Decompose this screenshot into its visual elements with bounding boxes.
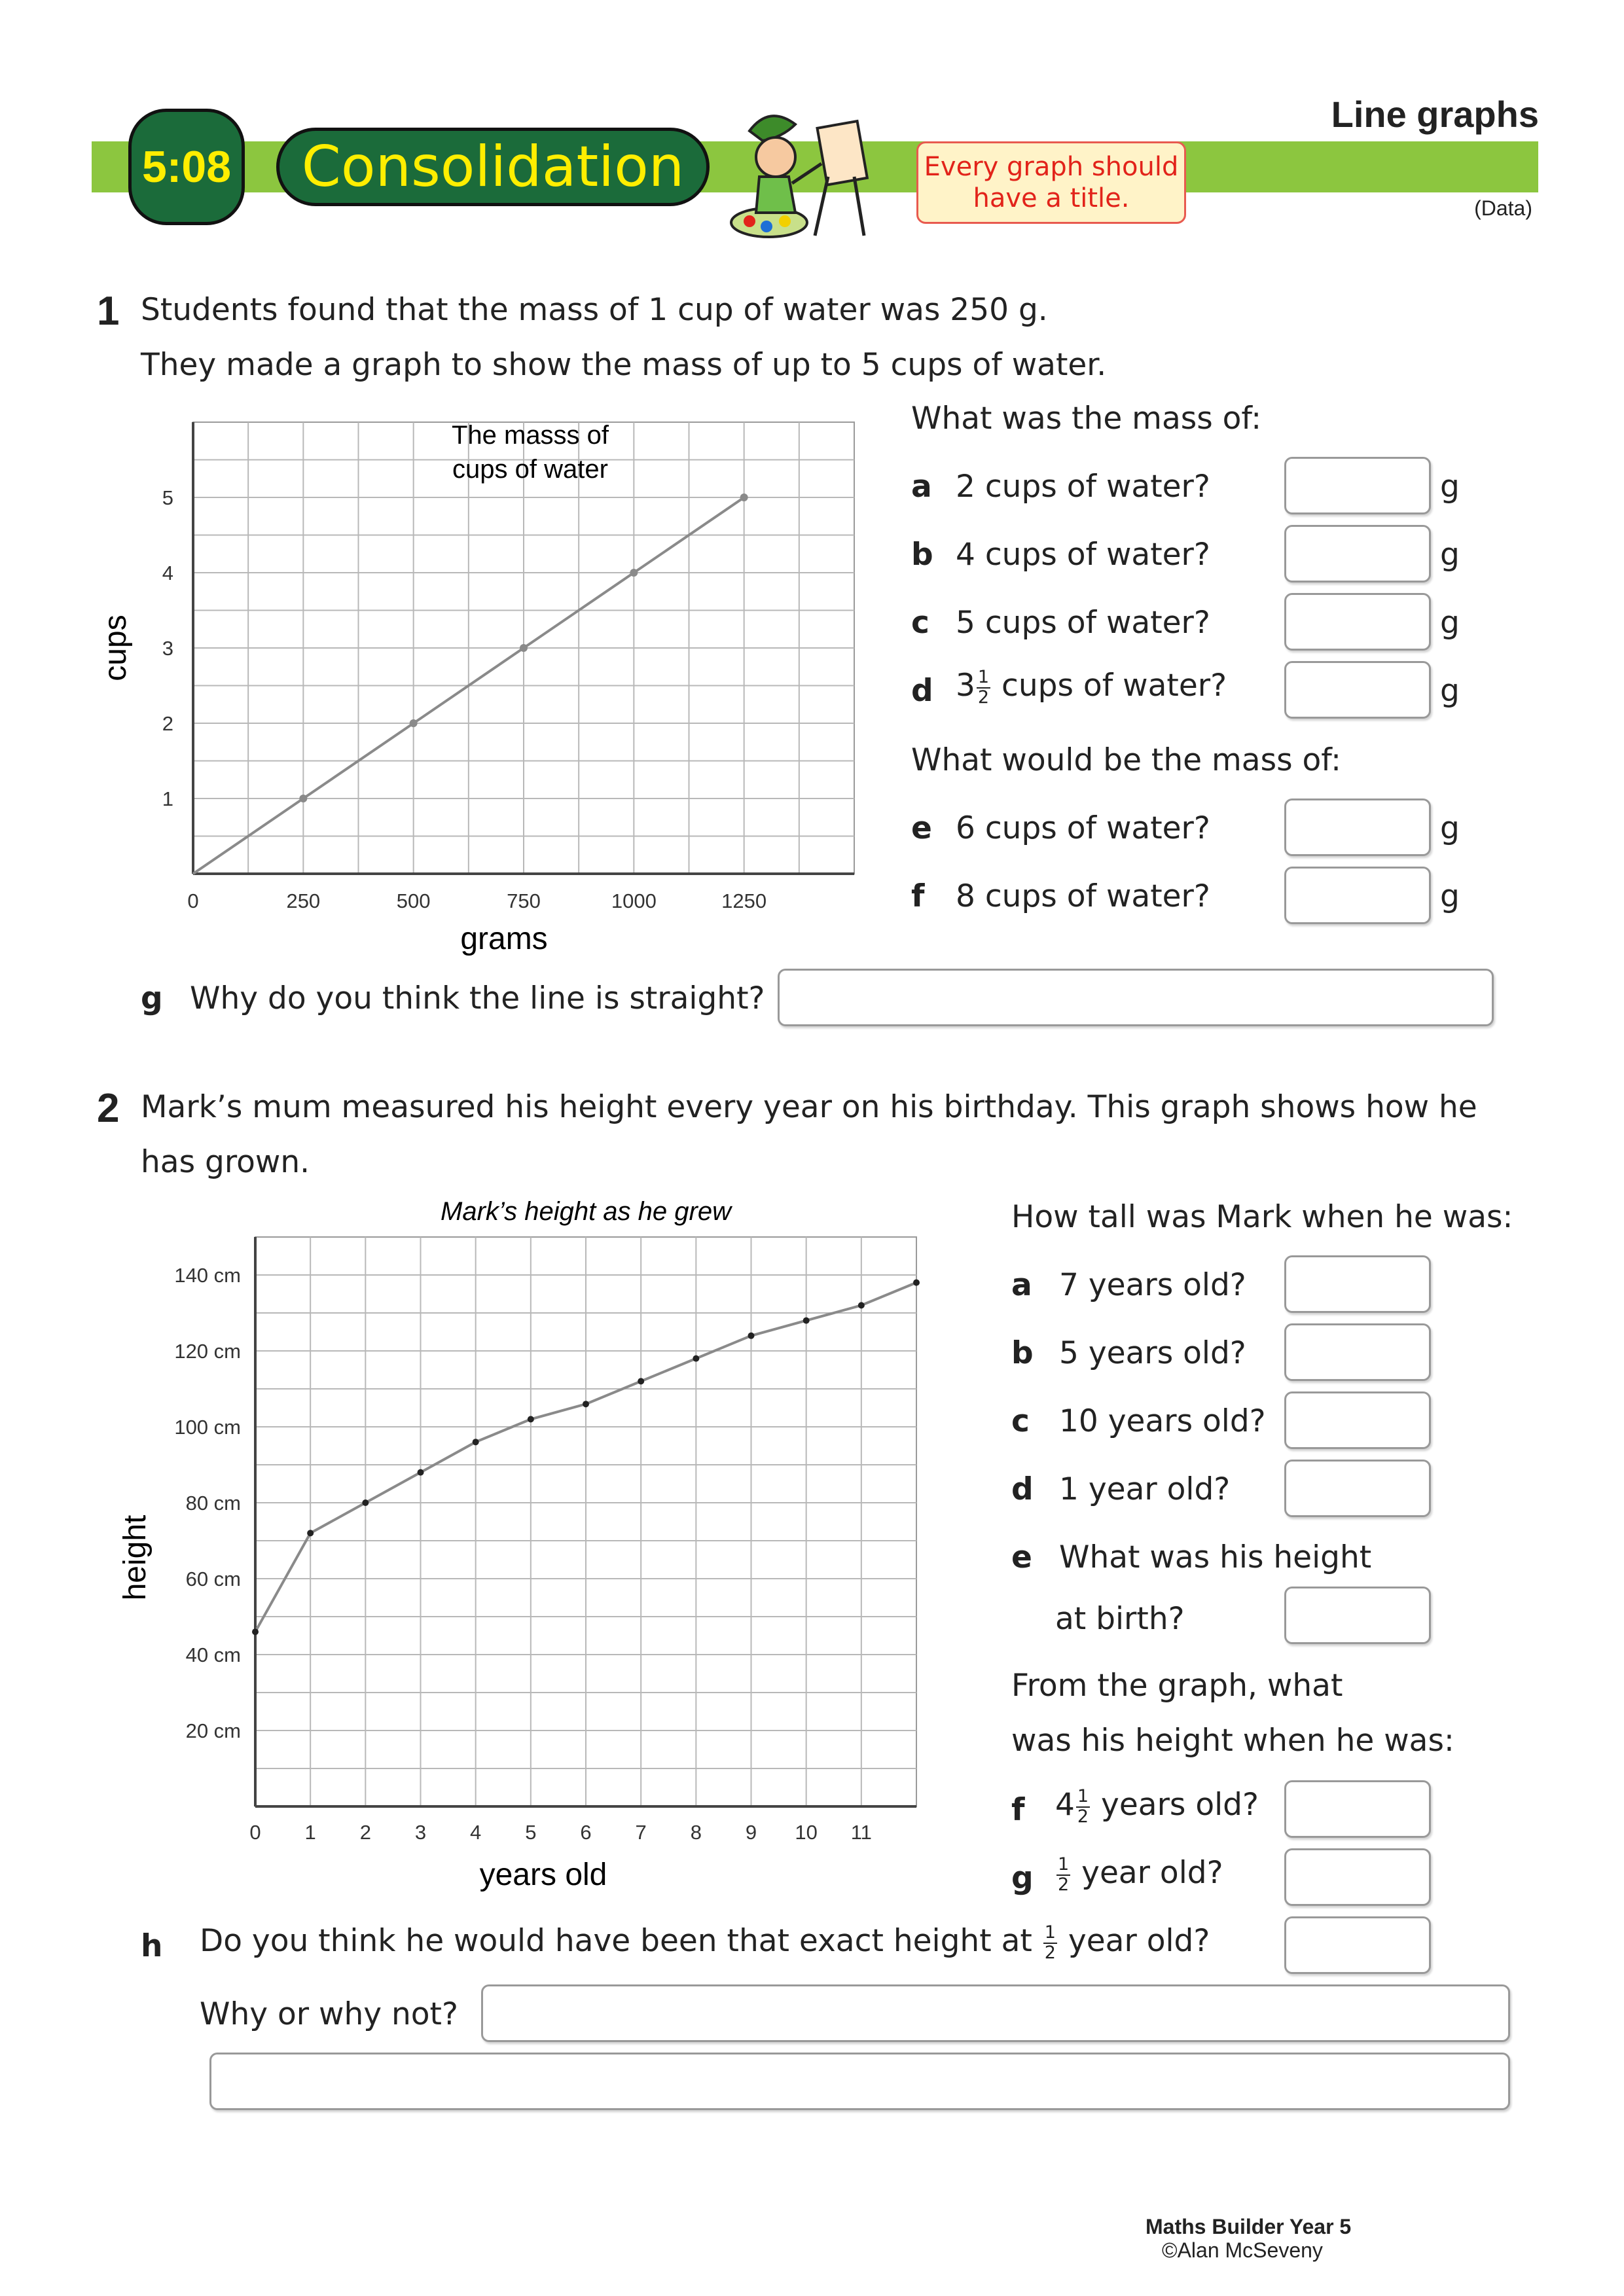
c1-x-tick-label: 1000 — [611, 889, 657, 912]
q2-prompt-2-line-1: From the graph, what — [1011, 1668, 1343, 1704]
c2-x-tick-label: 9 — [745, 1821, 757, 1844]
q1d-letter: d — [911, 673, 933, 709]
c2-y-tick-label: 40 cm — [185, 1643, 241, 1666]
q2-why-answer-box[interactable] — [481, 1984, 1510, 2042]
topic-heading: Line graphs — [1331, 94, 1539, 135]
c1-y-tick-label: 3 — [162, 637, 173, 660]
q2f-numerator: 1 — [1077, 1786, 1089, 1807]
q1-prompt-2: What would be the mass of: — [911, 742, 1341, 778]
question-2-number: 2 — [97, 1086, 120, 1131]
c1-x-tick-label: 750 — [507, 889, 541, 912]
question-1-number: 1 — [97, 289, 120, 334]
q2c-answer-box[interactable] — [1284, 1391, 1431, 1449]
c1-y-tick-label: 5 — [162, 486, 173, 509]
q1f-answer-box[interactable] — [1284, 867, 1431, 924]
chart1-x-ticks — [187, 889, 767, 912]
c2-x-tick-label: 10 — [795, 1821, 818, 1844]
c2-x-tick-label: 11 — [850, 1821, 872, 1844]
q2-intro-line-2: has grown. — [141, 1144, 310, 1180]
c2-data-point — [748, 1333, 755, 1339]
c1-x-tick-label: 1250 — [721, 889, 767, 912]
q1a-answer-box[interactable] — [1284, 457, 1431, 514]
q1b-letter: b — [911, 537, 933, 573]
c2-data-point — [693, 1355, 699, 1362]
q2h-denominator: 2 — [1044, 1942, 1056, 1963]
q1-intro-line-1: Students found that the mass of 1 cup of water was 250 g. — [141, 292, 1048, 328]
c1-data-point — [410, 719, 418, 727]
q2-prompt: How tall was Mark when he was: — [1011, 1199, 1513, 1235]
c1-x-tick-label: 250 — [286, 889, 321, 912]
q2g-denominator: 2 — [1058, 1874, 1070, 1895]
c2-x-tick-label: 7 — [635, 1821, 647, 1844]
c2-data-point — [473, 1439, 479, 1445]
q2a-text: 7 years old? — [1059, 1267, 1246, 1303]
chart2-x-ticks — [249, 1821, 872, 1844]
q1b-answer-box[interactable] — [1284, 525, 1431, 583]
c2-y-tick-label: 140 cm — [174, 1264, 241, 1287]
c1-y-tick-label: 1 — [162, 787, 173, 810]
q1d-fraction — [977, 668, 990, 707]
lesson-number: 5:08 — [128, 109, 245, 225]
c2-x-tick-label: 5 — [525, 1821, 537, 1844]
c1-data-point — [299, 795, 307, 802]
q2c-letter: c — [1011, 1403, 1030, 1439]
tip-line-2: have a title. — [973, 183, 1130, 213]
c2-data-point — [913, 1280, 920, 1286]
q1d-text: cups of water? — [1001, 668, 1227, 704]
c1-x-tick-label: 500 — [396, 889, 431, 912]
c2-x-tick-label: 3 — [414, 1821, 427, 1844]
q2h-text: Do you think he would have been that exact height at — [200, 1923, 1032, 1959]
c2-data-point — [638, 1378, 644, 1384]
c1-x-tick-label: 0 — [187, 889, 199, 912]
q2f-fraction — [1076, 1787, 1090, 1826]
q2a-letter: a — [1011, 1267, 1032, 1303]
chart1-y-ticks — [162, 486, 173, 810]
q2d-answer-box[interactable] — [1284, 1460, 1431, 1517]
c2-data-point — [858, 1302, 865, 1308]
c2-data-point — [252, 1628, 259, 1635]
c1-data-point — [740, 493, 748, 501]
q1g-text: Why do you think the line is straight? — [190, 980, 765, 1016]
q1d-numerator: 1 — [977, 667, 990, 688]
q1b-text: 4 cups of water? — [956, 537, 1210, 573]
chart1-title-line-2: cups of water — [452, 455, 608, 484]
c2-x-tick-label: 6 — [580, 1821, 592, 1844]
q2f-text: years old? — [1101, 1787, 1259, 1823]
q2g-text-group — [1055, 1855, 1223, 1894]
q1f-text: 8 cups of water? — [956, 878, 1210, 914]
c2-y-tick-label: 80 cm — [185, 1492, 241, 1515]
footer-book-title: Maths Builder Year 5 — [1146, 2215, 1352, 2238]
q2h-text-2: year old? — [1068, 1923, 1210, 1959]
footer-copyright: ©Alan McSeveny — [1162, 2238, 1323, 2262]
c1-data-point — [630, 569, 638, 577]
q2h-answer-box[interactable] — [1284, 1916, 1431, 1974]
c2-data-point — [362, 1499, 369, 1506]
c2-data-point — [528, 1416, 534, 1422]
c2-y-tick-label: 120 cm — [174, 1340, 241, 1363]
c2-x-tick-label: 2 — [359, 1821, 371, 1844]
q1c-answer-box[interactable] — [1284, 593, 1431, 651]
chart2-grid — [255, 1237, 916, 1806]
q1d-answer-box[interactable] — [1284, 661, 1431, 719]
q2g-letter: g — [1011, 1860, 1034, 1896]
q2a-answer-box[interactable] — [1284, 1255, 1431, 1313]
c2-data-point — [307, 1530, 314, 1536]
q2b-letter: b — [1011, 1335, 1034, 1371]
c2-x-tick-label: 0 — [249, 1821, 261, 1844]
q1f-unit: g — [1440, 878, 1460, 914]
c2-x-tick-label: 8 — [690, 1821, 702, 1844]
c2-data-point — [803, 1318, 810, 1324]
q2e-letter: e — [1011, 1539, 1032, 1575]
mass-of-water-chart — [98, 412, 884, 969]
tip-line-1: Every graph should — [924, 152, 1179, 182]
strand-label: (Data) — [1474, 196, 1532, 220]
q1d-text-group — [956, 668, 1227, 707]
q1d-denominator: 2 — [977, 687, 990, 708]
tip-callout — [916, 141, 1186, 224]
page-title: Consolidation — [276, 128, 710, 206]
q2f-answer-box[interactable] — [1284, 1780, 1431, 1838]
q2g-text: year old? — [1081, 1855, 1223, 1891]
q2-intro-line-1: Mark’s mum measured his height every year on his birthday. This graph shows how he — [141, 1089, 1477, 1125]
q1-intro-line-2: They made a graph to show the mass of up to 5 cups of water. — [141, 347, 1107, 383]
q2-why-label: Why or why not? — [200, 1996, 458, 2032]
q1e-letter: e — [911, 810, 932, 846]
q2g-answer-box[interactable] — [1284, 1848, 1431, 1906]
q1g-letter: g — [141, 980, 163, 1016]
q2e-answer-box[interactable] — [1284, 1587, 1431, 1644]
q2c-text: 10 years old? — [1059, 1403, 1266, 1439]
q2b-text: 5 years old? — [1059, 1335, 1246, 1371]
c1-y-tick-label: 2 — [162, 712, 173, 735]
c2-data-point — [418, 1469, 424, 1476]
q2f-text-group — [1055, 1787, 1259, 1826]
marks-height-chart — [118, 1191, 936, 1898]
q2h-text-group — [200, 1923, 1210, 1962]
c2-x-tick-label: 1 — [304, 1821, 316, 1844]
q1a-unit: g — [1440, 469, 1460, 505]
c2-y-tick-label: 20 cm — [185, 1719, 241, 1742]
q1a-text: 2 cups of water? — [956, 469, 1210, 505]
q1-prompt: What was the mass of: — [911, 401, 1262, 437]
q2g-numerator: 1 — [1058, 1854, 1070, 1875]
chart2-y-axis-label: height — [118, 1515, 153, 1601]
chart2-title: Mark’s height as he grew — [441, 1197, 731, 1226]
c1-y-tick-label: 4 — [162, 562, 173, 584]
q2-prompt-2-line-2: was his height when he was: — [1011, 1723, 1454, 1759]
chart2-y-ticks — [174, 1264, 241, 1742]
q1c-letter: c — [911, 605, 929, 641]
q2h-fraction — [1043, 1924, 1057, 1962]
chart1-y-axis-label: cups — [98, 615, 133, 681]
q1e-unit: g — [1440, 810, 1460, 846]
q1b-unit: g — [1440, 537, 1460, 573]
q2b-answer-box[interactable] — [1284, 1323, 1431, 1381]
q2d-text: 1 year old? — [1059, 1471, 1231, 1507]
chart1-x-axis-label: grams — [460, 922, 548, 956]
q2e-text-line-1: What was his height — [1059, 1539, 1372, 1575]
c2-y-tick-label: 60 cm — [185, 1568, 241, 1590]
q2f-letter: f — [1011, 1792, 1025, 1828]
q1f-letter: f — [911, 878, 925, 914]
q2g-fraction — [1056, 1856, 1070, 1894]
c2-y-tick-label: 100 cm — [174, 1416, 241, 1439]
q1a-letter: a — [911, 469, 932, 505]
painter-mascot-icon — [723, 105, 874, 242]
q1d-unit: g — [1440, 673, 1460, 709]
q2h-letter: h — [141, 1928, 163, 1964]
chart1-title-line-1: The masss of — [451, 421, 609, 450]
q2e-text-line-2: at birth? — [1055, 1601, 1185, 1637]
q2f-whole: 4 — [1055, 1787, 1075, 1823]
q1g-answer-box[interactable] — [778, 969, 1494, 1026]
q1c-text: 5 cups of water? — [956, 605, 1210, 641]
q1e-text: 6 cups of water? — [956, 810, 1210, 846]
c1-data-point — [520, 644, 528, 652]
q1e-answer-box[interactable] — [1284, 798, 1431, 856]
q2d-letter: d — [1011, 1471, 1034, 1507]
c2-data-point — [583, 1401, 589, 1407]
q2-why-answer-box-2[interactable] — [209, 2053, 1510, 2110]
q2h-numerator: 1 — [1044, 1922, 1056, 1943]
q2f-denominator: 2 — [1077, 1806, 1089, 1827]
q1d-whole: 3 — [956, 668, 975, 704]
q1c-unit: g — [1440, 605, 1460, 641]
chart2-x-axis-label: years old — [479, 1857, 607, 1892]
c2-x-tick-label: 4 — [470, 1821, 482, 1844]
